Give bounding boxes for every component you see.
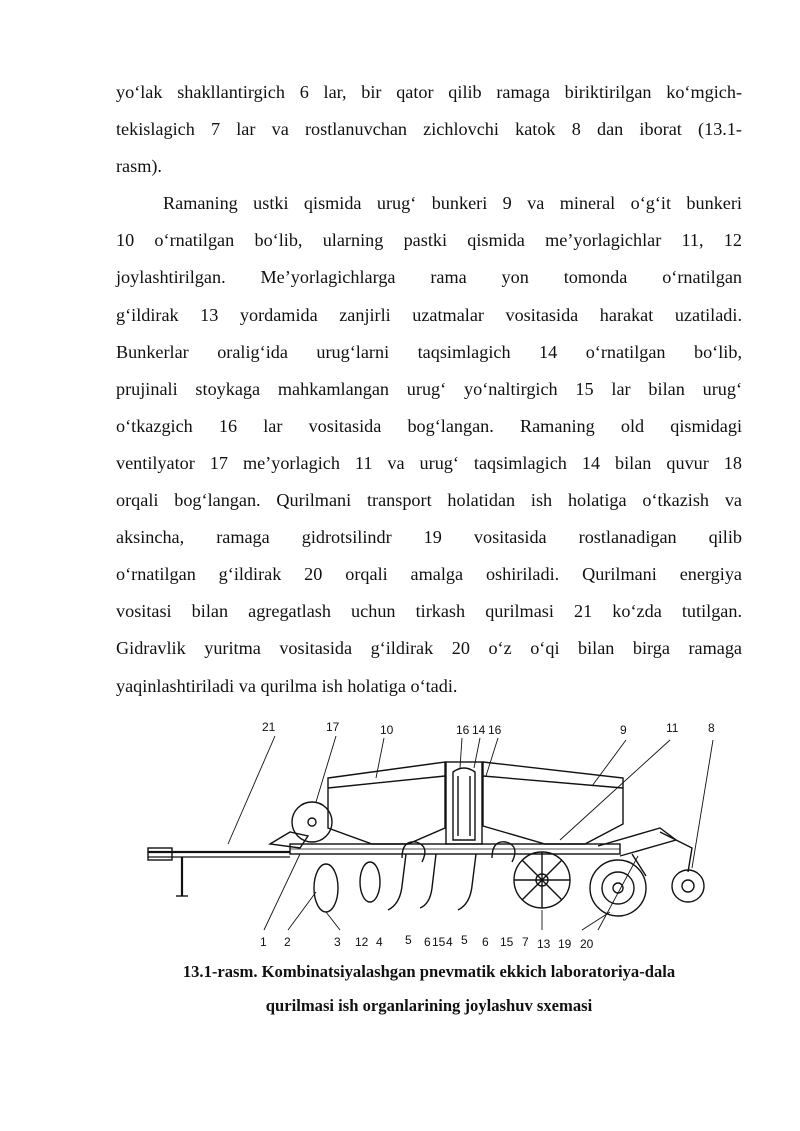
figure-label: 4 <box>376 935 383 949</box>
figure-label: 8 <box>708 721 715 735</box>
text-line: g‘ildirak 13 yordamida zanjirli uzatmalar vositasida harakat uzatiladi. <box>116 304 742 325</box>
paragraph-1 <box>116 74 742 185</box>
figure-label: 15 <box>432 935 446 949</box>
figure-label: 20 <box>580 937 594 951</box>
figure-label: 3 <box>334 935 341 949</box>
text-line: vositasi bilan agregatlash uchun tirkash qurilmasi 21 ko‘zda tutilgan. <box>116 601 742 622</box>
figure-label: 5 <box>405 933 412 947</box>
figure-bottom-labels <box>260 933 594 951</box>
figure-label: 17 <box>326 720 340 734</box>
figure-label: 14 <box>472 723 486 737</box>
figure-label: 1 <box>260 935 267 949</box>
body-text <box>116 74 742 705</box>
figure-label: 16 <box>456 723 470 737</box>
text-line: ventilyator 17 me’yorlagich 11 va urug‘ taqsimlagich 14 bilan quvur 18 <box>116 452 742 473</box>
text-line: Gidravlik yuritma vositasida g‘ildirak 20 o‘z o‘qi bilan birga ramaga <box>116 638 742 659</box>
text-line: tekislagich 7 lar va rostlanuvchan zichlovchi katok 8 dan iborat (13.1- <box>116 119 742 140</box>
text-line: 10 o‘rnatilgan bo‘lib, ularning pastki qismida me’yorlagichlar 11, 12 <box>116 230 742 251</box>
figure-top-labels <box>262 720 715 737</box>
seeder-schematic-figure <box>140 716 740 956</box>
text-line: Ramaning ustki qismida urug‘ bunkeri 9 va mineral o‘g‘it bunkeri <box>163 193 742 214</box>
figure-label: 10 <box>380 723 394 737</box>
figure-caption-line-2: qurilmasi ish organlarining joylashuv sxemasi <box>265 996 593 1015</box>
paragraph-2 <box>116 185 742 704</box>
figure-label: 21 <box>262 720 276 734</box>
figure-label: 2 <box>284 935 291 949</box>
text-line: o‘tkazgich 16 lar vositasida bog‘langan. Ramaning old qismidagi <box>116 415 742 436</box>
text-line: Bunkerlar oralig‘ida urug‘larni taqsimlagich 14 o‘rnatilgan bo‘lib, <box>116 341 742 362</box>
text-line: aksincha, ramaga gidrotsilindr 19 vositasida rostlanadigan qilib <box>116 527 742 548</box>
machine-outline <box>148 736 713 930</box>
text-line: prujinali stoykaga mahkamlangan urug‘ yo‘naltirgich 15 lar bilan urug‘ <box>116 378 742 399</box>
figure-label: 19 <box>558 937 572 951</box>
figure-label: 13 <box>537 937 551 951</box>
figure-label: 16 <box>488 723 502 737</box>
figure-label: 11 <box>666 721 679 735</box>
figure-label: 4 <box>446 935 453 949</box>
text-line: yaqinlashtiriladi va qurilma ish holatiga o‘tadi. <box>116 675 458 696</box>
text-line: orqali bog‘langan. Qurilmani transport holatidan ish holatiga o‘tkazish va <box>116 490 742 511</box>
figure-label: 12 <box>355 935 369 949</box>
text-line: rasm). <box>116 156 162 177</box>
figure-label: 9 <box>620 723 627 737</box>
seeder-schematic-drawing <box>140 716 740 956</box>
text-line: joylashtirilgan. Me’yorlagichlarga rama yon tomonda o‘rnatilgan <box>116 267 742 288</box>
figure-label: 5 <box>461 933 468 947</box>
figure-caption-line-1: 13.1-rasm. Kombinatsiyalashgan pnevmatik ekkich laboratoriya-dala <box>182 962 676 981</box>
text-line: o‘rnatilgan g‘ildirak 20 orqali amalga oshiriladi. Qurilmani energiya <box>116 564 742 585</box>
text-line: yo‘lak shakllantirgich 6 lar, bir qator qilib ramaga biriktirilgan ko‘mgich- <box>116 82 742 102</box>
figure-label: 6 <box>424 935 431 949</box>
figure-label: 15 <box>500 935 514 949</box>
figure-label: 7 <box>522 935 529 949</box>
figure-label: 6 <box>482 935 489 949</box>
